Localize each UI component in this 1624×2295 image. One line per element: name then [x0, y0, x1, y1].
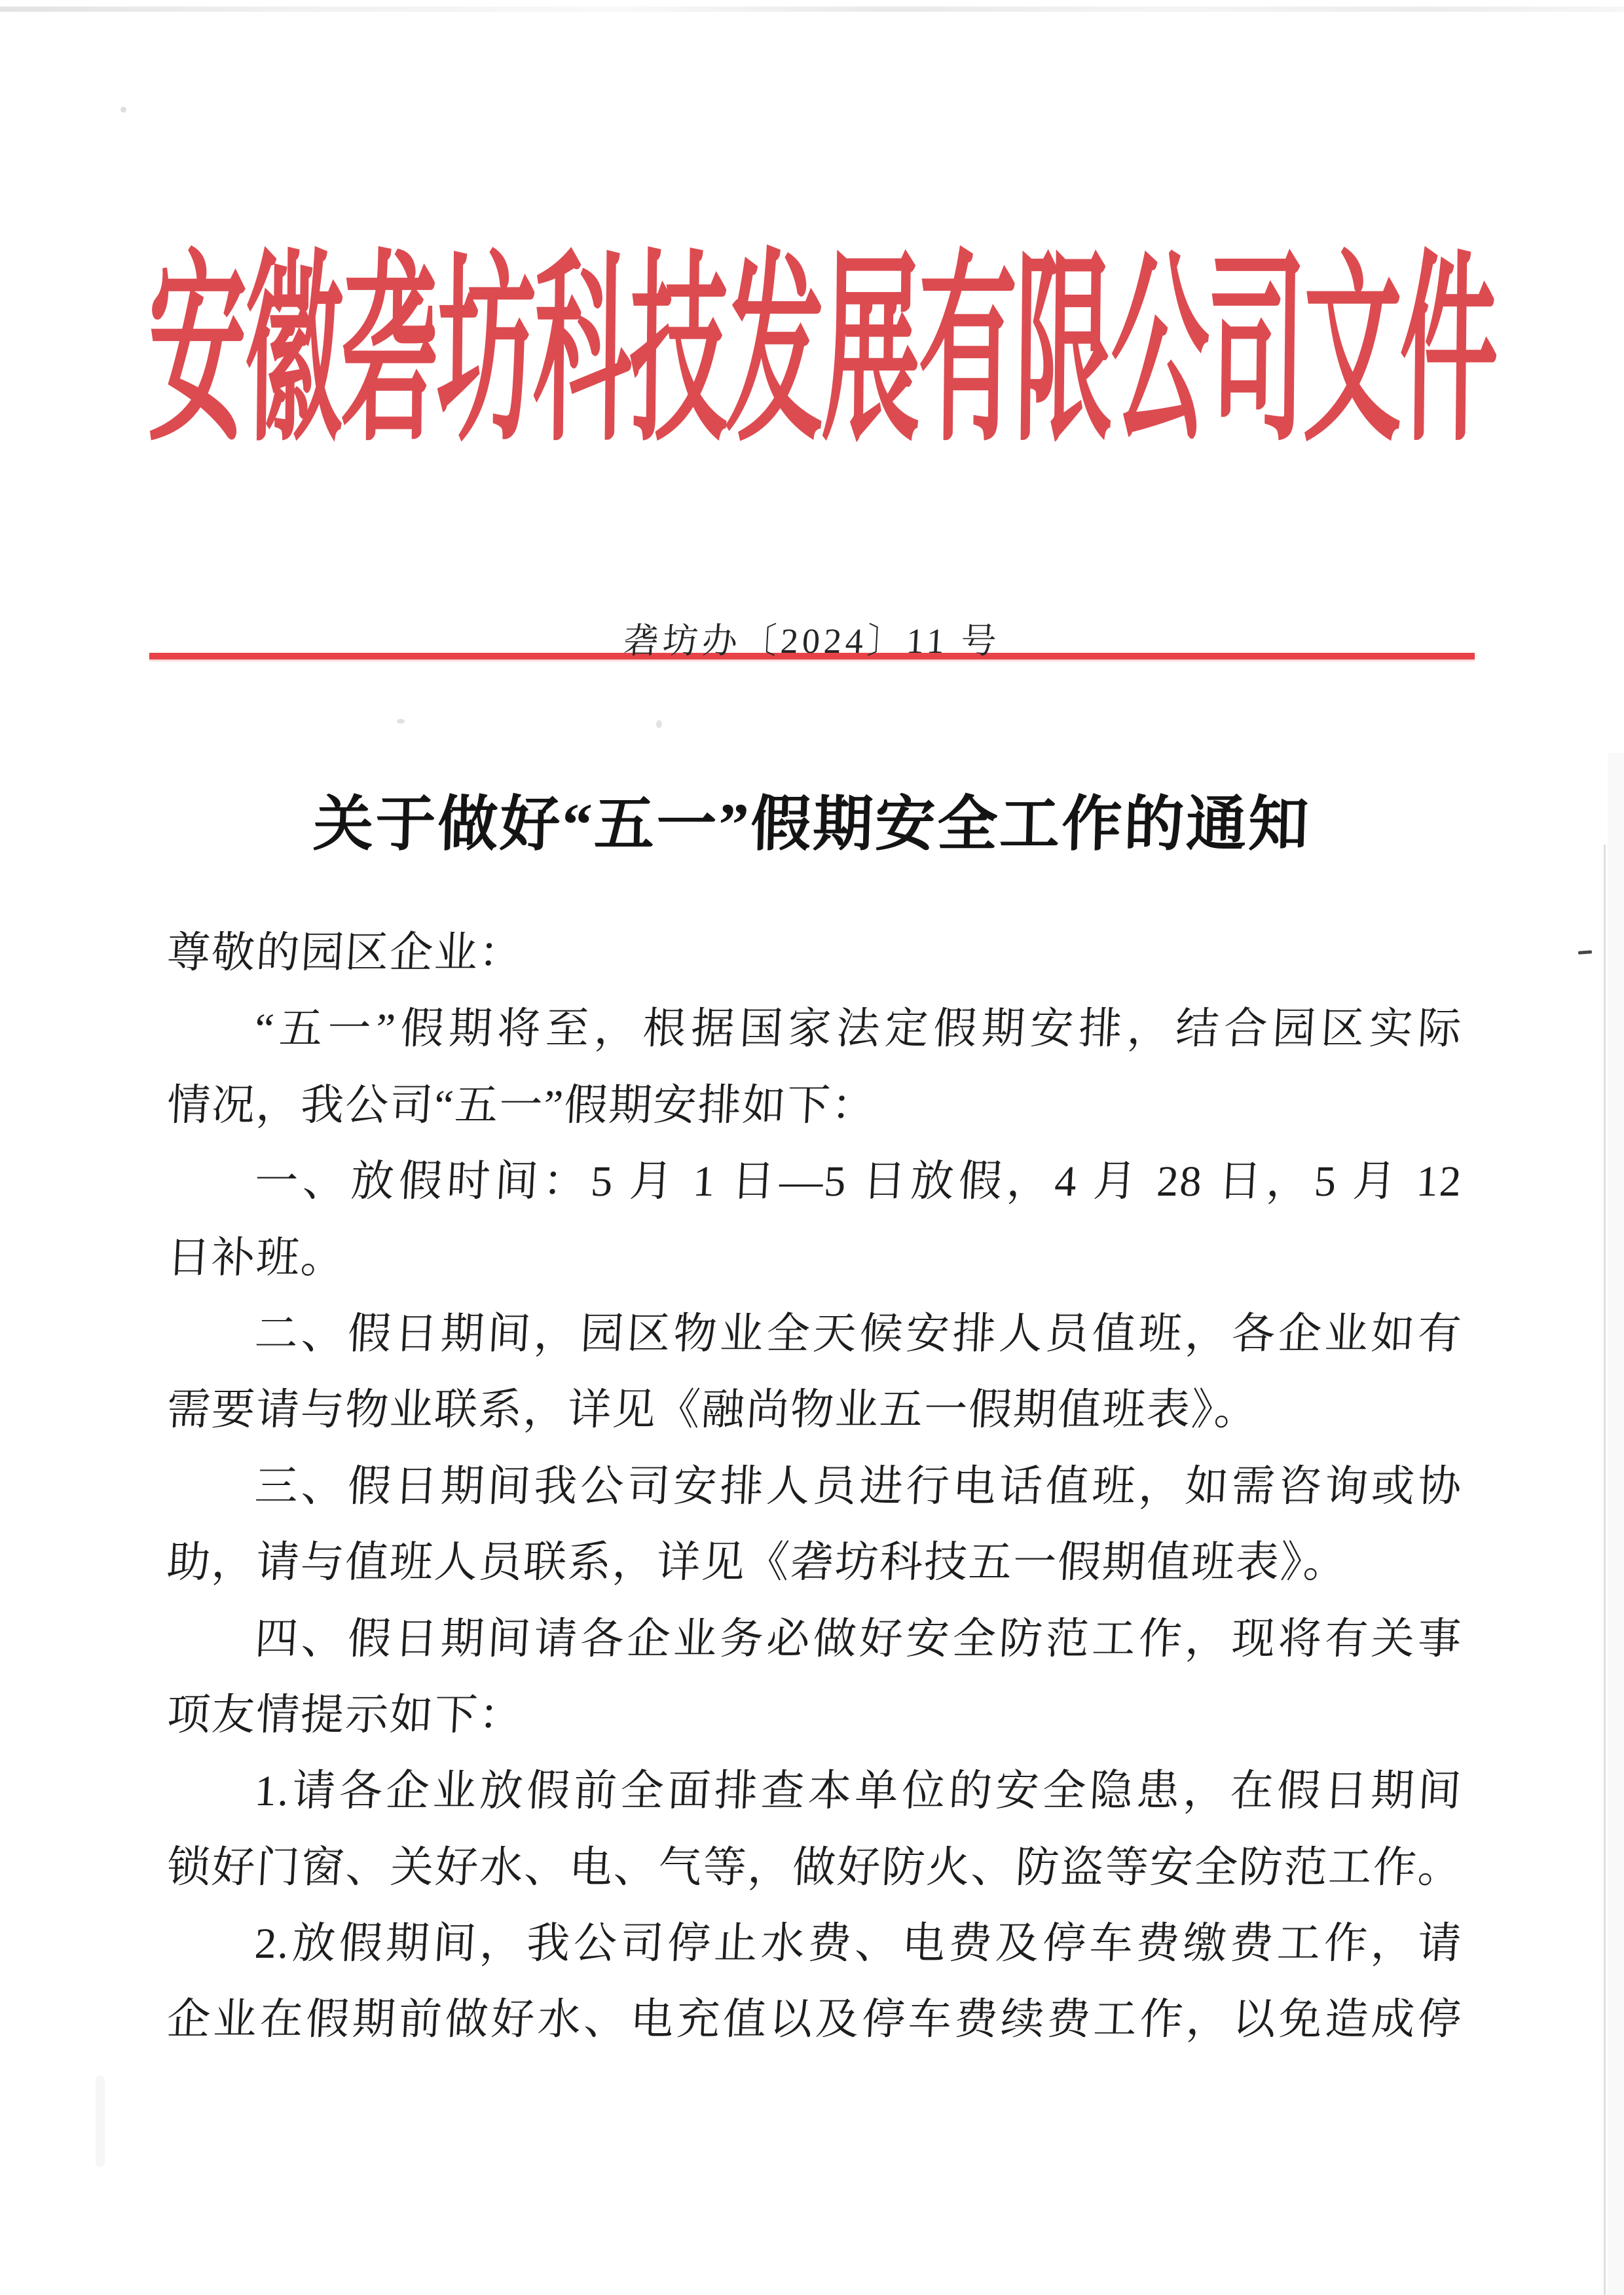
body-line: “五一”假期将至，根据国家法定假期安排，结合园区实际 — [253, 1005, 1464, 1054]
document-title: 关于做好“五一”假期安全工作的通知 — [312, 791, 1312, 858]
scan-artifact-speck — [656, 720, 662, 728]
scan-artifact-speck — [120, 107, 126, 113]
body-line: 需要请与物业联系，详见《融尚物业五一假期值班表》。 — [166, 1386, 1260, 1435]
body-line: 项友情提示如下： — [166, 1691, 525, 1739]
body-line: 情况，我公司“五一”假期安排如下： — [166, 1081, 877, 1129]
scan-artifact-speck — [397, 719, 405, 724]
body-line: 2.放假期间，我公司停止水费、电费及停车费缴费工作，请 — [253, 1920, 1464, 1968]
body-line: 四、假日期间请各企业务必做好安全防范工作，现将有关事 — [253, 1615, 1464, 1663]
body-line: 三、假日期间我公司安排人员进行电话值班，如需咨询或协 — [253, 1462, 1464, 1511]
body-line: 一、放假时间：5 月 1 日—5 日放假，4 月 28 日，5 月 12 — [253, 1158, 1464, 1206]
company-letterhead: 安徽砻坊科技发展有限公司文件 — [147, 240, 1498, 466]
body-line: 锁好门窗、关好水、电、气等，做好防火、防盗等安全防范工作。 — [166, 1843, 1464, 1892]
scan-artifact-right-band — [1608, 753, 1624, 2295]
body-line: 日补班。 — [166, 1234, 346, 1282]
body-line: 尊敬的园区企业： — [166, 929, 525, 977]
body-line: 1.请各企业放假前全面排查本单位的安全隐患，在假日期间 — [253, 1767, 1464, 1816]
scan-artifact-dash — [1578, 950, 1592, 954]
body-line: 助，请与值班人员联系，详见《砻坊科技五一假期值班表》。 — [166, 1539, 1349, 1587]
scan-artifact-smear — [96, 2076, 105, 2167]
body-line: 二、假日期间，园区物业全天候安排人员值班，各企业如有 — [253, 1310, 1464, 1358]
scan-artifact-top-edge — [0, 7, 1624, 12]
document-body — [165, 915, 1464, 2059]
scan-artifact-right-edge-line — [1604, 845, 1606, 2295]
body-line: 企业在假期前做好水、电充值以及停车费续费工作，以免造成停 — [166, 1996, 1464, 2044]
document-number: 砻坊办〔2024〕11 号 — [622, 621, 1002, 661]
